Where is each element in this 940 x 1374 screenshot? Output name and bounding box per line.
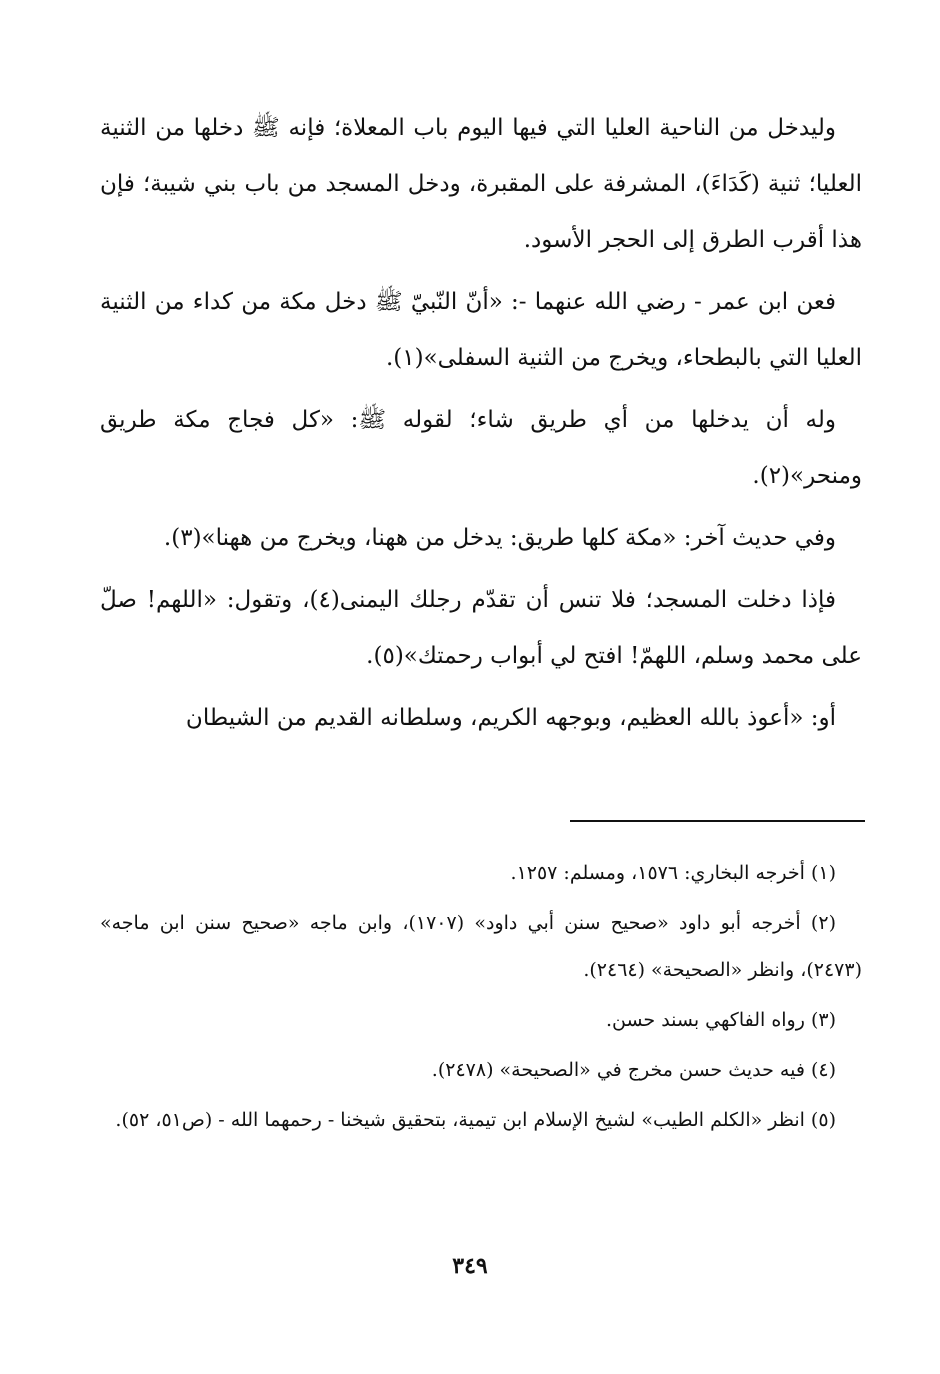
paragraph-1: وليدخل من الناحية العليا التي فيها اليوم باب المعلاة؛ فإنه ﷺ دخلها من الثنية العليا؛ ثنية (كَدَاءَ)، المشرفة على المقبرة، ودخل المسجد من باب بني شيبة؛ فإن هذا أقرب الطرق إلى الحجر الأسود. (100, 115, 862, 253)
paragraph-6: أو: «أعوذ بالله العظيم، وبوجهه الكريم، وسلطانه القديم من الشيطان (185, 705, 836, 731)
footnote-5: (٥) انظر «الكلم الطيب» لشيخ الإسلام ابن تيمية، بتحقيق شيخنا - رحمهما الله - (ص٥١، ٥٢). (115, 1109, 836, 1131)
paragraph-4: وفي حديث آخر: «مكة كلها طريق: يدخل من ههنا، ويخرج من ههنا»(٣). (163, 525, 836, 551)
paragraph-3: وله أن يدخلها من أي طريق شاء؛ لقوله ﷺ: «كل فجاج مكة طريق ومنحر»(٢). (100, 407, 862, 489)
paragraph-2: فعن ابن عمر - رضي الله عنهما -: «أنّ النّبيّ ﷺ دخل مكة من كداء من الثنية العليا التي بالبطحاء، ويخرج من الثنية السفلى»(١). (100, 289, 862, 371)
footnote-1: (١) أخرجه البخاري: ١٥٧٦، ومسلم: ١٢٥٧. (510, 862, 836, 884)
footnote-separator (570, 820, 865, 822)
footnote-3: (٣) رواه الفاكهي بسند حسن. (605, 1009, 836, 1031)
footnotes (100, 850, 862, 1147)
page-number: ٣٤٩ (452, 1253, 488, 1279)
footnote-4: (٤) فيه حديث حسن مخرج في «الصحيحة» (٢٤٧٨). (431, 1059, 836, 1081)
footnote-2: (٢) أخرجه أبو داود «صحيح سنن أبي داود» (١٧٠٧)، وابن ماجه «صحيح سنن ابن ماجه» (٢٤٧٣)، وانظر «الصحيحة» (٢٤٦٤). (100, 912, 862, 981)
paragraph-5: فإذا دخلت المسجد؛ فلا تنس أن تقدّم رجلك اليمنى(٤)، وتقول: «اللهم! صلّ على محمد وسلم، اللهمّ! افتح لي أبواب رحمتك»(٥). (100, 587, 862, 669)
main-text (100, 100, 862, 752)
